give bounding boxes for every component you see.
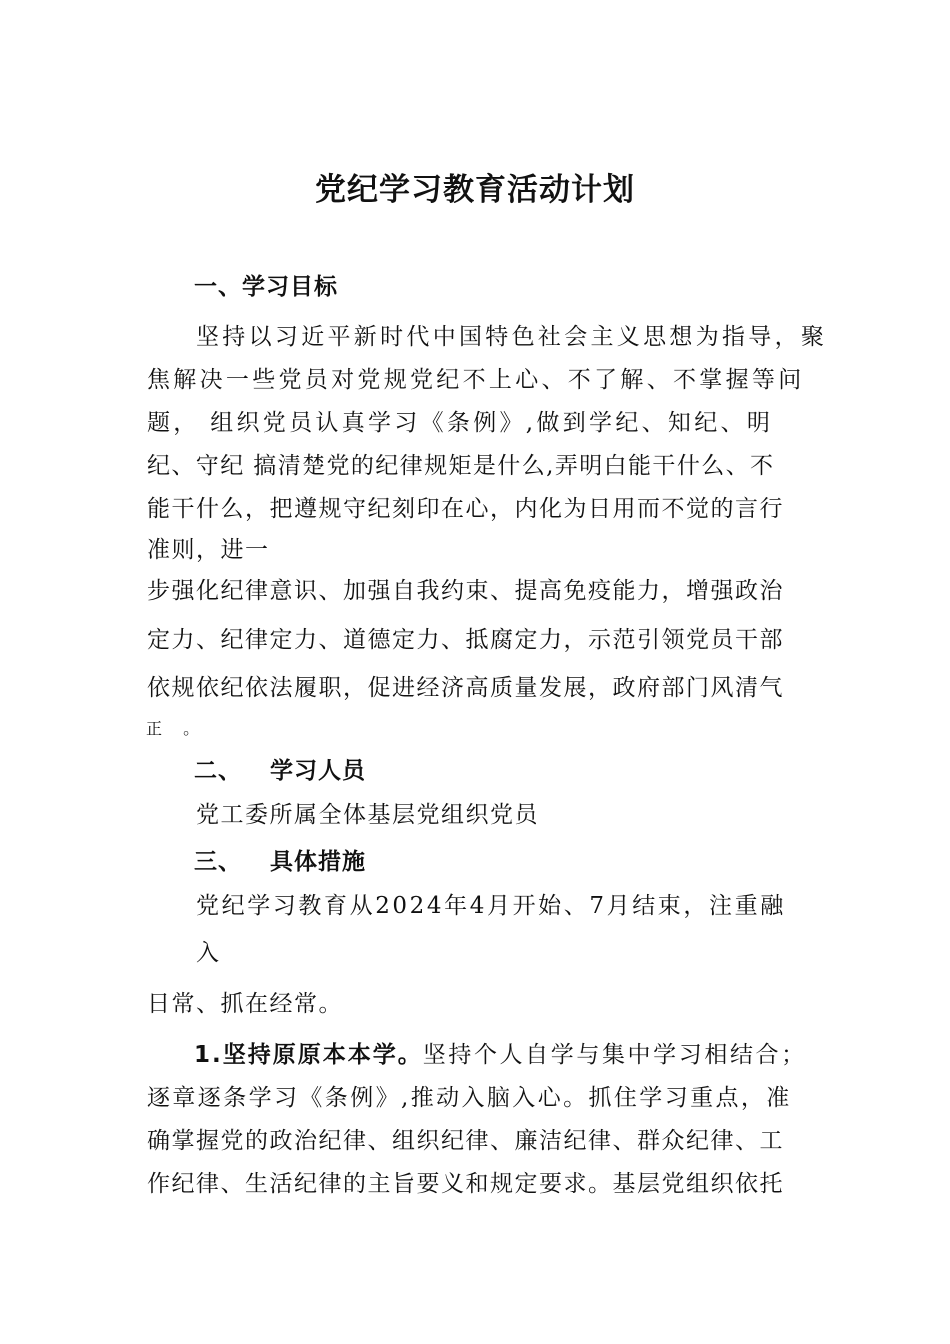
paragraph-line: 入	[196, 940, 223, 966]
paragraph-line	[194, 1040, 807, 1070]
paragraph-line: 纪、守纪 搞清楚党的纪律规矩是什么,弄明白能干什么、不	[147, 453, 775, 479]
section-heading-personnel	[194, 756, 366, 786]
paragraph-line: 确掌握党的政治纪律、组织纪律、廉洁纪律、群众纪律、工	[147, 1128, 784, 1154]
paragraph-line: 日常、抓在经常。	[147, 991, 343, 1017]
paragraph-line: 步强化纪律意识、加强自我约束、提高免疫能力，增强政治	[147, 578, 784, 604]
paragraph-line: 党工委所属全体基层党组织党员	[196, 802, 539, 828]
paragraph-line: 焦解决一些党员对党规党纪不上心、不了解、不掌握等问	[147, 367, 805, 393]
section-heading-text: 具体措施	[270, 849, 366, 875]
paragraph-line: 党纪学习教育从2024年4月开始、7月结束，注重融	[196, 893, 786, 919]
paragraph-line: 能干什么，把遵规守纪刻印在心，内化为日用而不觉的言行	[147, 496, 784, 522]
section-heading-text: 学习人员	[270, 758, 366, 784]
section-number: 二、	[194, 758, 242, 784]
paragraph-line: 作纪律、生活纪律的主旨要义和规定要求。基层党组织依托	[147, 1171, 784, 1197]
section-number: 三、	[194, 849, 242, 875]
section-heading-measures	[194, 847, 366, 877]
paragraph-line: 正 。	[146, 719, 208, 738]
section-heading-goals: 一、学习目标	[194, 274, 338, 300]
paragraph-line: 定力、纪律定力、道德定力、抵腐定力，示范引领党员干部	[147, 627, 784, 653]
paragraph-line: 准则，进一	[147, 537, 270, 563]
paragraph-line: 坚持以习近平新时代中国特色社会主义思想为指导，聚	[196, 324, 828, 350]
paragraph-line: 逐章逐条学习《条例》,推动入脑入心。抓住学习重点，准	[147, 1085, 792, 1111]
document-title: 党纪学习教育活动计划	[315, 172, 635, 208]
item-lead: 1.坚持原原本本学。	[194, 1042, 423, 1068]
paragraph-line: 依规依纪依法履职，促进经济高质量发展，政府部门风清气	[147, 675, 784, 701]
item-text: 坚持个人自学与集中学习相结合；	[422, 1042, 807, 1068]
paragraph-line: 题， 组织党员认真学习《条例》,做到学纪、知纪、明	[147, 410, 774, 436]
